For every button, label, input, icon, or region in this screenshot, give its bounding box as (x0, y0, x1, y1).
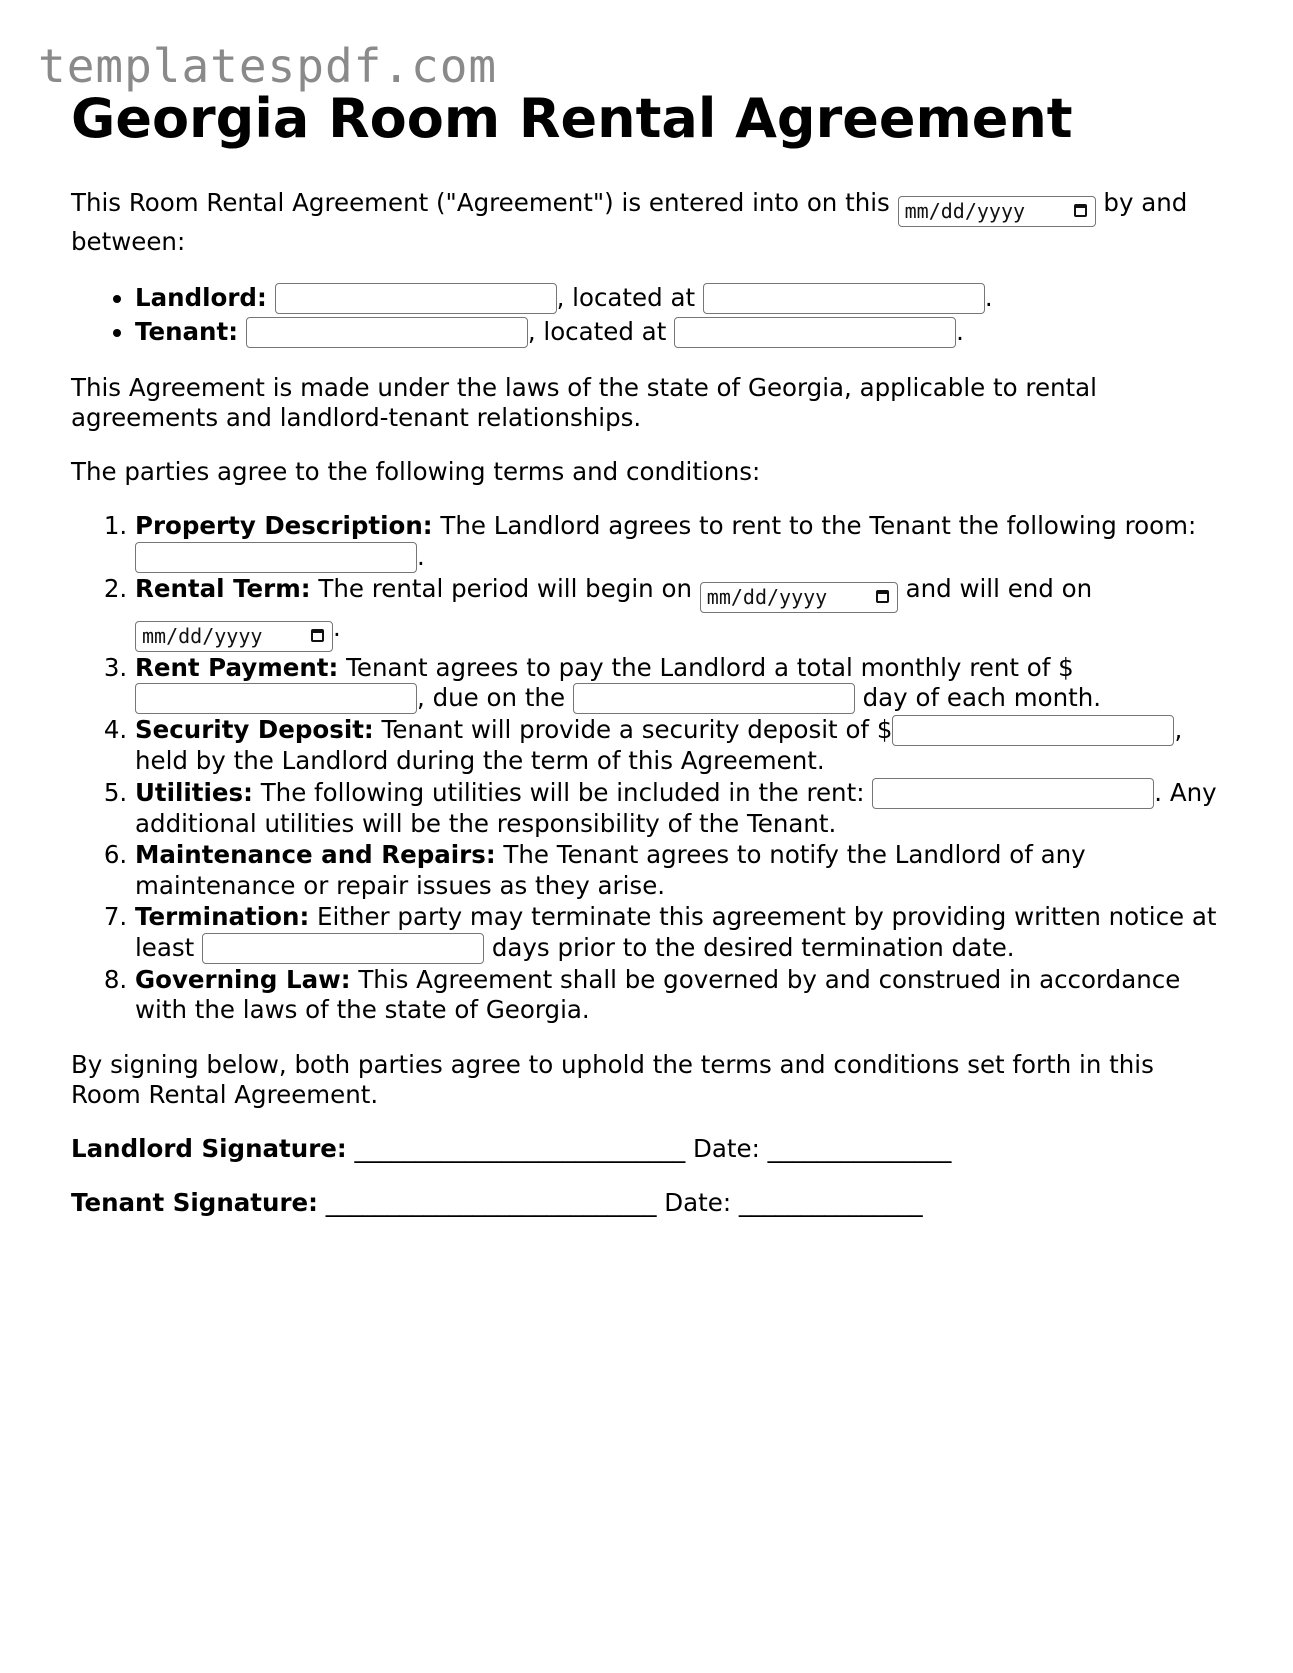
term-text: Either party may terminate this agreement by providing written notice at least (135, 902, 1217, 962)
term-label: Utilities: (135, 777, 253, 807)
landlord-name-input[interactable] (275, 283, 557, 314)
term-text: and will end on (897, 573, 1093, 603)
term-text: The rental period will begin on (310, 573, 700, 603)
landlord-signature-line (71, 1134, 1231, 1164)
term-termination (135, 902, 1231, 964)
term-text: , due on the (417, 683, 573, 712)
signature-blank: ___________________________ Date: _______________ (346, 1133, 952, 1163)
landlord-label: Landlord: (135, 283, 267, 312)
term-text: . Any additional utilities will be the responsibility of the Tenant. (135, 777, 1217, 838)
calendar-icon[interactable] (1074, 204, 1087, 217)
tenant-label: Tenant: (135, 317, 239, 346)
intro-text-after: by and between: (71, 188, 1188, 256)
document-page (71, 86, 1231, 1242)
term-label: Termination: (135, 902, 310, 931)
calendar-icon[interactable] (876, 590, 889, 603)
terms-intro: The parties agree to the following terms and conditions: (71, 457, 761, 486)
term-text: This Agreement shall be governed by and construed in accordance with the laws of the state of Georgia. (135, 964, 1181, 1024)
intro-paragraph (71, 188, 1231, 257)
laws-paragraph: This Agreement is made under the laws of the state of Georgia, applicable to rental agreements and landlord-tenant relationships. (71, 373, 1097, 432)
term-text: days prior to the desired termination date. (484, 932, 1015, 962)
date-placeholder: mm/dd/yyyy (706, 584, 828, 609)
term-rental-term (135, 574, 1231, 652)
term-label: Governing Law: (135, 964, 351, 994)
term-text: Tenant agrees to pay the Landlord a total monthly rent of $ (338, 652, 1074, 682)
term-text: Tenant will provide a security deposit of $ (373, 715, 893, 744)
monthly-rent-input[interactable] (135, 683, 417, 714)
calendar-icon[interactable] (311, 629, 324, 642)
term-label: Property Description: (135, 511, 433, 540)
list-item (135, 281, 1231, 315)
security-deposit-input[interactable] (892, 715, 1174, 746)
term-text: day of each month. (854, 683, 1102, 712)
term-text: The following utilities will be included in the rent: (252, 777, 873, 807)
term-label: Rental Term: (135, 573, 311, 603)
due-day-input[interactable] (573, 683, 855, 714)
period: . (984, 283, 993, 312)
located-at-text: , located at (527, 317, 675, 346)
tenant-signature-line (71, 1188, 1231, 1218)
period: . (956, 317, 964, 346)
notice-days-input[interactable] (202, 933, 484, 964)
term-label: Maintenance and Repairs: (135, 840, 496, 869)
parties-list (71, 281, 1231, 349)
page-title: Georgia Room Rental Agreement (71, 87, 1073, 150)
tenant-address-input[interactable] (674, 317, 956, 348)
start-date-input[interactable] (700, 582, 898, 613)
intro-text-before: This Room Rental Agreement ("Agreement") is entered into on this (71, 188, 898, 217)
term-maintenance (135, 840, 1231, 901)
term-security-deposit (135, 715, 1231, 777)
landlord-address-input[interactable] (703, 283, 985, 314)
term-text: . (333, 612, 341, 642)
signature-label: Tenant Signature: (71, 1187, 318, 1217)
term-rent-payment (135, 653, 1231, 715)
terms-list (71, 511, 1231, 1026)
watermark: templatespdf.com (38, 39, 498, 93)
term-text: The Landlord agrees to rent to the Tenant the following room: (432, 511, 1197, 540)
term-text: , held by the Landlord during the term of this Agreement. (135, 715, 1183, 775)
date-placeholder: mm/dd/yyyy (904, 199, 1026, 223)
list-item (135, 315, 1231, 349)
date-placeholder: mm/dd/yyyy (142, 623, 263, 648)
closing-paragraph: By signing below, both parties agree to uphold the terms and conditions set forth in this Room Rental Agreement. (71, 1049, 1154, 1109)
end-date-input[interactable] (135, 621, 333, 652)
tenant-name-input[interactable] (246, 317, 528, 348)
room-description-input[interactable] (135, 542, 417, 573)
term-property-description (135, 511, 1231, 573)
term-text: . (417, 541, 425, 571)
signature-label: Landlord Signature: (71, 1133, 347, 1163)
agreement-date-input[interactable] (898, 196, 1096, 227)
term-text: The Tenant agrees to notify the Landlord of any maintenance or repair issues as they arise. (135, 840, 1086, 900)
term-utilities (135, 778, 1231, 840)
utilities-input[interactable] (872, 778, 1154, 809)
term-label: Rent Payment: (135, 652, 339, 682)
located-at-text: , located at (556, 283, 703, 312)
term-label: Security Deposit: (135, 715, 374, 744)
term-governing-law (135, 965, 1231, 1026)
signature-blank: ___________________________ Date: _______________ (317, 1187, 923, 1217)
